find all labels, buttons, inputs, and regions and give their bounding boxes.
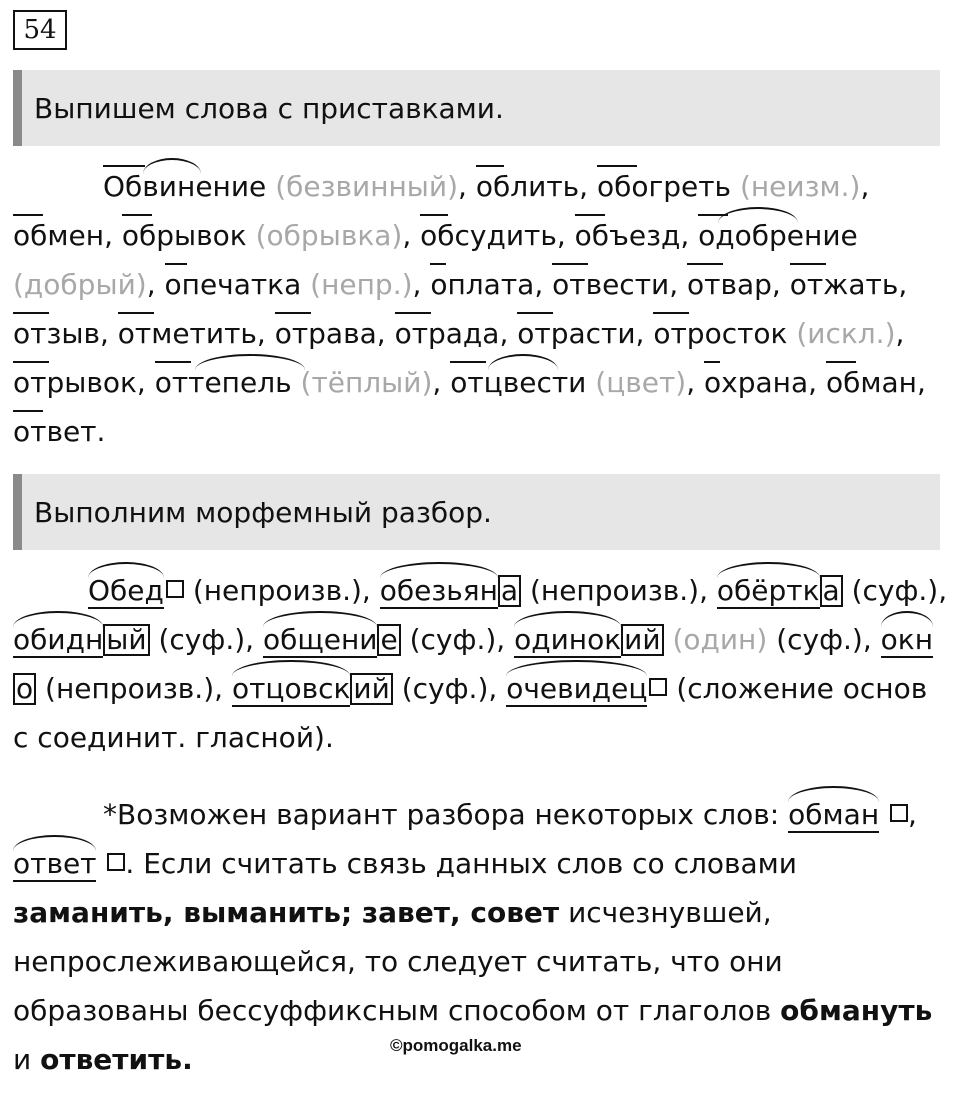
word: одобрение [698, 211, 858, 260]
word: охрана [704, 358, 808, 407]
related-word: (неизм.) [739, 170, 861, 203]
word: обмен [13, 211, 104, 260]
word: отжать [790, 260, 899, 309]
word: отрава [275, 309, 377, 358]
word: ответ [13, 839, 96, 888]
word: отрада [395, 309, 500, 358]
note-text: (суф.) [401, 672, 489, 705]
word: отросток [653, 309, 787, 358]
note-text: (сложение основ с соединит. гласной). [13, 672, 928, 754]
word: обрывок [122, 211, 247, 260]
word: обман [788, 790, 879, 839]
zero-ending-box [166, 580, 184, 598]
word: опечатка [165, 260, 302, 309]
note-text: . Если считать связь данных слов со словами [125, 847, 797, 880]
word: оттепель [155, 358, 292, 407]
zero-ending-box [890, 804, 908, 822]
word: отрывок [13, 358, 137, 407]
word: отрасти [517, 309, 635, 358]
word: отцовск [232, 664, 350, 713]
note-paragraph: *Возможен вариант разбора некоторых слов: обман , ответ . Если считать связь данных слов со словами заманить, выманить; завет, совет исчезнувшей, непрослеживающейся, то следует считать, что они образованы бессуффиксным способом от глаголов обмануть и ответить. [13, 790, 948, 1084]
word: обман [826, 358, 917, 407]
heading-text: Выпишем слова с приставками. [34, 91, 504, 125]
section-heading-prefixes [13, 70, 940, 146]
word: отцвести [450, 358, 586, 407]
bold-words: заманить, выманить; завет, совет [13, 896, 560, 929]
watermark-credit: ©pomogalka.me [390, 1036, 522, 1055]
related-word: (один) [672, 623, 768, 656]
ending-box: е [377, 624, 400, 656]
note-text: (непроизв.) [529, 574, 700, 607]
related-word: (цвет) [595, 366, 687, 399]
related-word: (добрый) [13, 268, 147, 301]
ending-box: ий [621, 624, 663, 656]
word: облить [476, 162, 579, 211]
word: обидн [13, 615, 103, 664]
morpheme-analysis: Обед (непроизв.), обезьян а (непроизв.), обёртк а (суф.), обидн ый (суф.), общени е (суф.), одинок ий (один) (суф.), окно (непроизв.), отцовск ий (суф.), очевидец (сложение основ с соединит. гласной). [13, 566, 948, 762]
note-dot: . [182, 1043, 193, 1076]
note-text: (суф.) [776, 623, 863, 656]
word: общени [263, 615, 378, 664]
word: отзыв [13, 309, 100, 358]
zero-ending-box [107, 853, 125, 871]
word: объезд [575, 211, 681, 260]
word: Обед [88, 566, 164, 615]
bold-word: ответить [40, 1043, 183, 1076]
word: отвести [552, 260, 669, 309]
related-word: (безвинный) [275, 170, 459, 203]
word: обезьян [380, 566, 498, 615]
note-text: и [13, 1043, 32, 1076]
related-word: (обрывка) [255, 219, 403, 252]
word: окн [881, 615, 933, 664]
heading-text: Выполним морфемный разбор. [34, 495, 492, 529]
word: обёртк [717, 566, 820, 615]
note-text: (суф.) [409, 623, 497, 656]
related-word: (искл.) [796, 317, 896, 350]
word: одинок [514, 615, 621, 664]
word: отметить [118, 309, 257, 358]
ending-box: а [498, 575, 521, 607]
ending-box: ий [350, 673, 392, 705]
ending-box: а [820, 575, 843, 607]
task-number: 54 [13, 10, 67, 50]
word: Обвинение [103, 162, 266, 211]
note-text: исчезнувшей, непрослеживающейся, то следует считать, что они образованы бессуффиксным способом от глаголов [13, 896, 783, 1027]
note-text: (суф.) [851, 574, 939, 607]
word: обсудить [420, 211, 557, 260]
zero-ending-box [649, 678, 667, 696]
word: очевидец [506, 664, 647, 713]
prefix-word-list: Обвинение (безвинный), облить, обогреть (неизм.), обмен, обрывок (обрывка), обсудить, объезд, одобрение (добрый), опечатка (непр.), оплата, отвести, отвар, отжать, отзыв, отметить, отрава, отрада, отрасти, отросток (искл.), отрывок, оттепель (тёплый), отцвести (цвет), охрана, обман, ответ. [13, 162, 948, 456]
note-intro: *Возможен вариант разбора некоторых слов: [103, 798, 780, 831]
note-text: (непроизв.) [192, 574, 362, 607]
word: обогреть [597, 162, 731, 211]
ending-box: о [13, 673, 36, 705]
section-heading-morpheme [13, 474, 940, 550]
related-word: (непр.) [310, 268, 413, 301]
ending-box: ый [103, 624, 149, 656]
note-text: (непроизв.) [45, 672, 215, 705]
bold-word: обмануть [780, 994, 933, 1027]
word: отвар [687, 260, 772, 309]
related-word: (тёплый) [300, 366, 433, 399]
note-text: (суф.) [158, 623, 246, 656]
word: оплата [430, 260, 534, 309]
word: ответ. [13, 407, 105, 456]
